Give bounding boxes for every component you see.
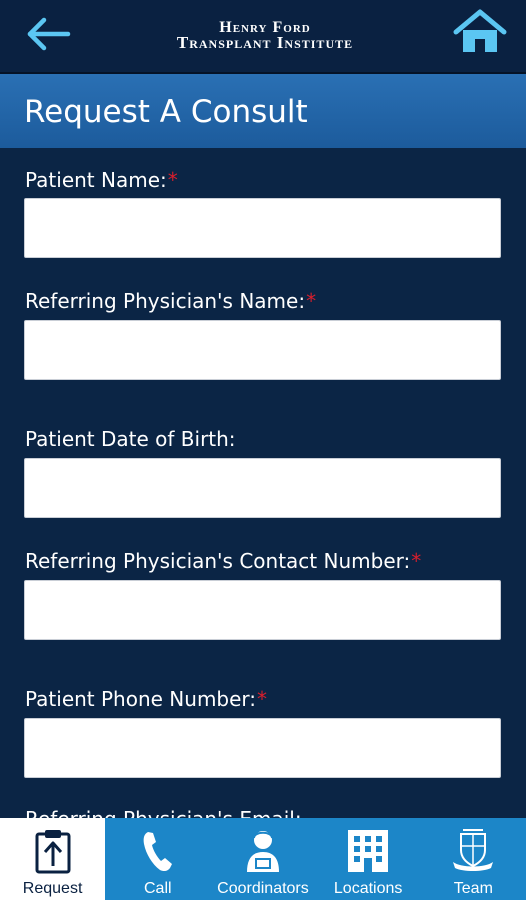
tab-locations-label: Locations	[333, 880, 403, 897]
patient-dob-label: Patient Date of Birth:	[25, 427, 236, 451]
title-bar	[0, 74, 526, 148]
home-icon	[452, 8, 508, 56]
phone-icon	[138, 826, 178, 876]
patient-phone-input[interactable]	[24, 718, 501, 778]
tab-request[interactable]	[0, 818, 105, 900]
consult-form	[0, 148, 526, 818]
tab-coordinators[interactable]	[210, 818, 315, 900]
tab-coordinators-label: Coordinators	[217, 880, 309, 897]
tab-call[interactable]	[105, 818, 210, 900]
patient-dob-input[interactable]	[24, 458, 501, 518]
tab-team-label: Team	[453, 880, 493, 897]
brand-line-1: Henry Ford	[219, 19, 311, 36]
required-asterisk: *	[257, 687, 268, 711]
referring-physician-name-input[interactable]	[24, 320, 501, 380]
patient-phone-label: Patient Phone Number:*	[25, 687, 268, 711]
home-button[interactable]	[452, 8, 508, 56]
tab-team[interactable]	[421, 818, 526, 900]
referring-physician-contact-label: Referring Physician's Contact Number:*	[25, 549, 422, 573]
required-asterisk: *	[306, 289, 317, 313]
patient-name-label: Patient Name:*	[25, 168, 178, 192]
referring-physician-name-label: Referring Physician's Name:*	[25, 289, 317, 313]
back-button[interactable]	[22, 14, 74, 54]
referring-physician-contact-input[interactable]	[24, 580, 501, 640]
brand-line-2: Transplant Institute	[176, 33, 354, 52]
page-title: Request A Consult	[24, 94, 308, 130]
tab-locations[interactable]	[316, 818, 421, 900]
back-arrow-icon	[22, 14, 74, 54]
brand-logo	[120, 20, 410, 50]
team-crest-icon	[449, 826, 497, 876]
required-asterisk: *	[411, 549, 422, 573]
patient-name-input[interactable]	[24, 198, 501, 258]
coordinator-person-icon	[241, 826, 285, 876]
bottom-tab-bar	[0, 818, 526, 900]
tab-request-label: Request	[22, 880, 83, 897]
required-asterisk: *	[167, 168, 178, 192]
top-bar	[0, 0, 526, 74]
tab-call-label: Call	[144, 880, 172, 897]
clipboard-upload-icon	[33, 826, 73, 876]
building-icon	[346, 826, 390, 876]
